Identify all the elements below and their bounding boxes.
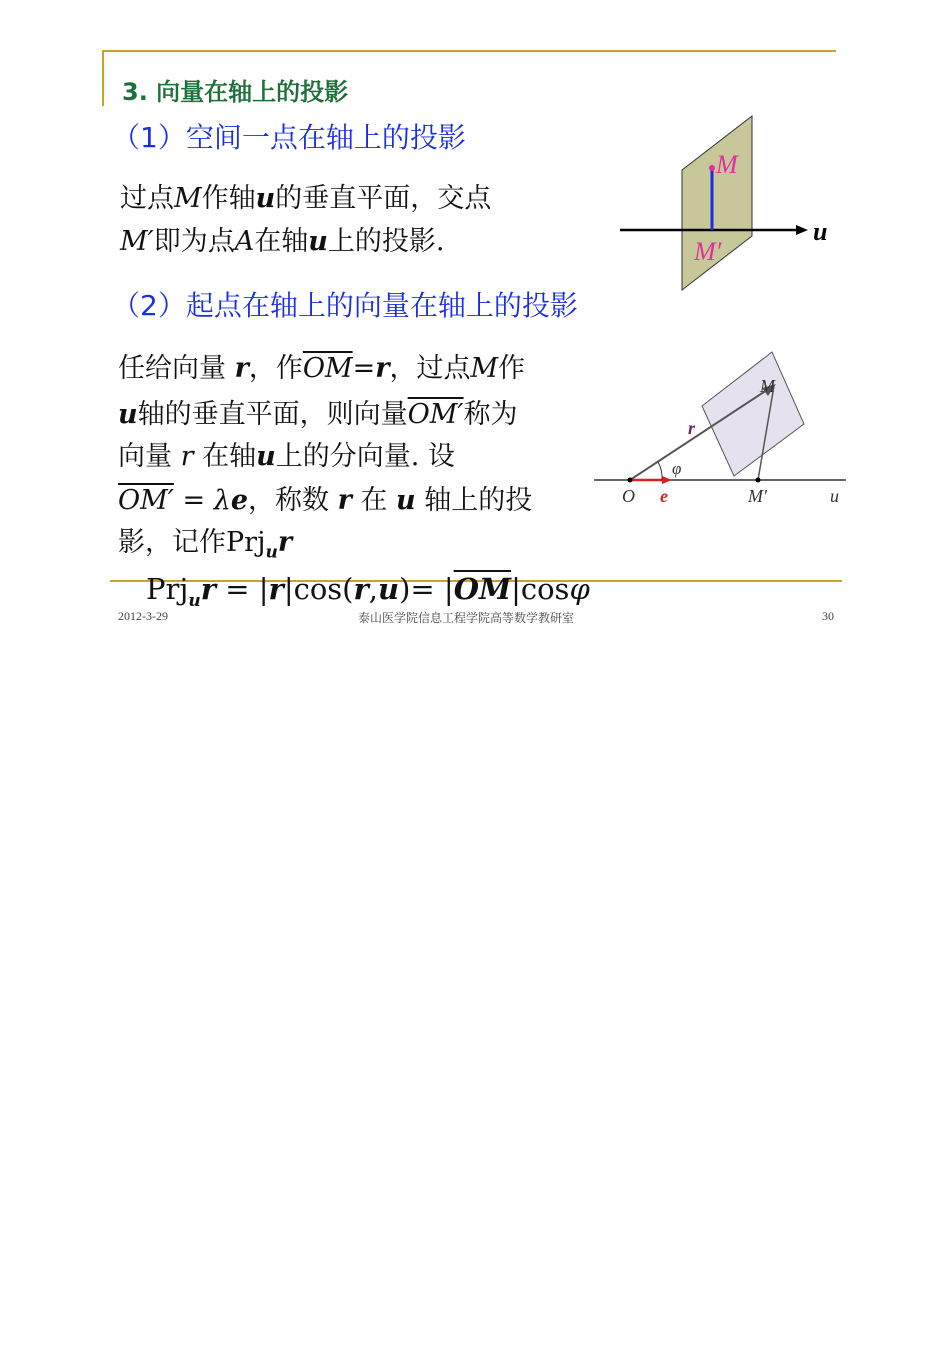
text: 过点 [120,183,174,214]
var-M: M [174,183,202,214]
var-e: e [230,485,249,516]
label-O: O [622,486,635,506]
footer-page-number: 30 [822,609,834,623]
label-M: M [716,150,738,179]
part1-title: （1）空间一点在轴上的投影 [112,121,466,154]
text: ，过点 [389,353,471,384]
var-r: r [277,527,293,558]
var-r: r [268,572,284,606]
var-phi: φ [569,572,590,606]
part1-line2 [120,219,445,258]
text: )= | [399,572,454,606]
text: 上的分向量. 设 [275,441,455,472]
text: = λ [173,485,231,516]
part1-line1 [120,176,491,215]
var-u: u [118,399,138,430]
var-r: r [234,353,249,384]
text: 在 [351,485,397,516]
projection-formula [146,572,590,611]
var-u: u [378,572,400,606]
part2-line2 [118,392,518,431]
text: 作轴 [201,183,256,214]
subscript-u: u [188,590,201,611]
text: = [352,353,376,384]
var-u: u [256,441,276,472]
label-Mprime: M′ [694,237,722,266]
var-u: u [255,183,276,214]
text: Prj [146,572,189,606]
vector-OMprime: OM′ [118,485,174,516]
text: |cos [511,572,570,606]
text: |cos( [283,572,354,606]
figure-vector-projection [594,346,850,516]
point-M [709,165,715,171]
label-r: r [688,418,696,438]
var-A: A [234,226,255,257]
text: 向量 [118,441,181,472]
perpendicular-plane [702,352,804,476]
text: 的垂直平面，交点 [275,183,492,214]
text: ，称数 [248,485,338,516]
var-M: M [470,353,499,384]
point-O [628,478,633,483]
var-r: r [200,572,217,606]
text: 称为 [463,399,518,430]
text: = | [216,572,269,606]
part2-line3 [118,434,455,473]
var-r: r [337,485,352,516]
vector-OM: $\overline{OM}$ [302,353,353,384]
text: 在轴 [193,441,257,472]
subscript-u: u [265,542,278,563]
section-title: 3. 向量在轴上的投影 [122,78,349,106]
part2-title: （2）起点在轴上的向量在轴上的投影 [112,289,578,322]
text: 上的投影. [327,226,445,257]
var-r: r [180,441,194,472]
footer-date: 2012-3-29 [118,609,168,623]
label-Mprime: M′ [748,486,767,506]
text: 即为点 [153,226,235,257]
var-r: r [353,572,369,606]
var-Mprime: M′ [120,226,154,257]
part2-line4 [118,478,532,517]
vector-OM: $\overline{OM}$ [453,572,512,606]
unit-vector-e-arrowhead [662,476,672,484]
vector-OMprime: OM′ [407,399,464,430]
text: 影，记作Prj [118,527,266,558]
header-rule [102,50,836,52]
text: 任给向量 [118,353,235,384]
label-phi: φ [672,459,682,478]
header-rule-left [102,50,104,106]
var-u: u [396,485,416,516]
label-u: u [830,486,839,506]
text: , [368,572,378,606]
label-u: u [813,217,828,246]
text: 轴的垂直平面，则向量 [137,399,408,430]
label-M: M [760,376,775,396]
label-e: e [660,486,668,506]
point-Mprime [756,478,761,483]
text: 作 [498,353,526,384]
angle-arc [658,462,662,480]
text: 轴上的投 [415,485,533,516]
footer-org: 泰山医学院信息工程学院高等数学教研室 [358,611,575,625]
u-axis-arrowhead [796,225,808,235]
text: ，作 [248,353,303,384]
figure-point-projection [610,108,850,298]
var-r: r [375,353,390,384]
text: 在轴 [254,226,309,257]
part2-line5 [118,520,292,562]
part2-line1 [118,346,525,385]
var-u: u [308,226,328,257]
